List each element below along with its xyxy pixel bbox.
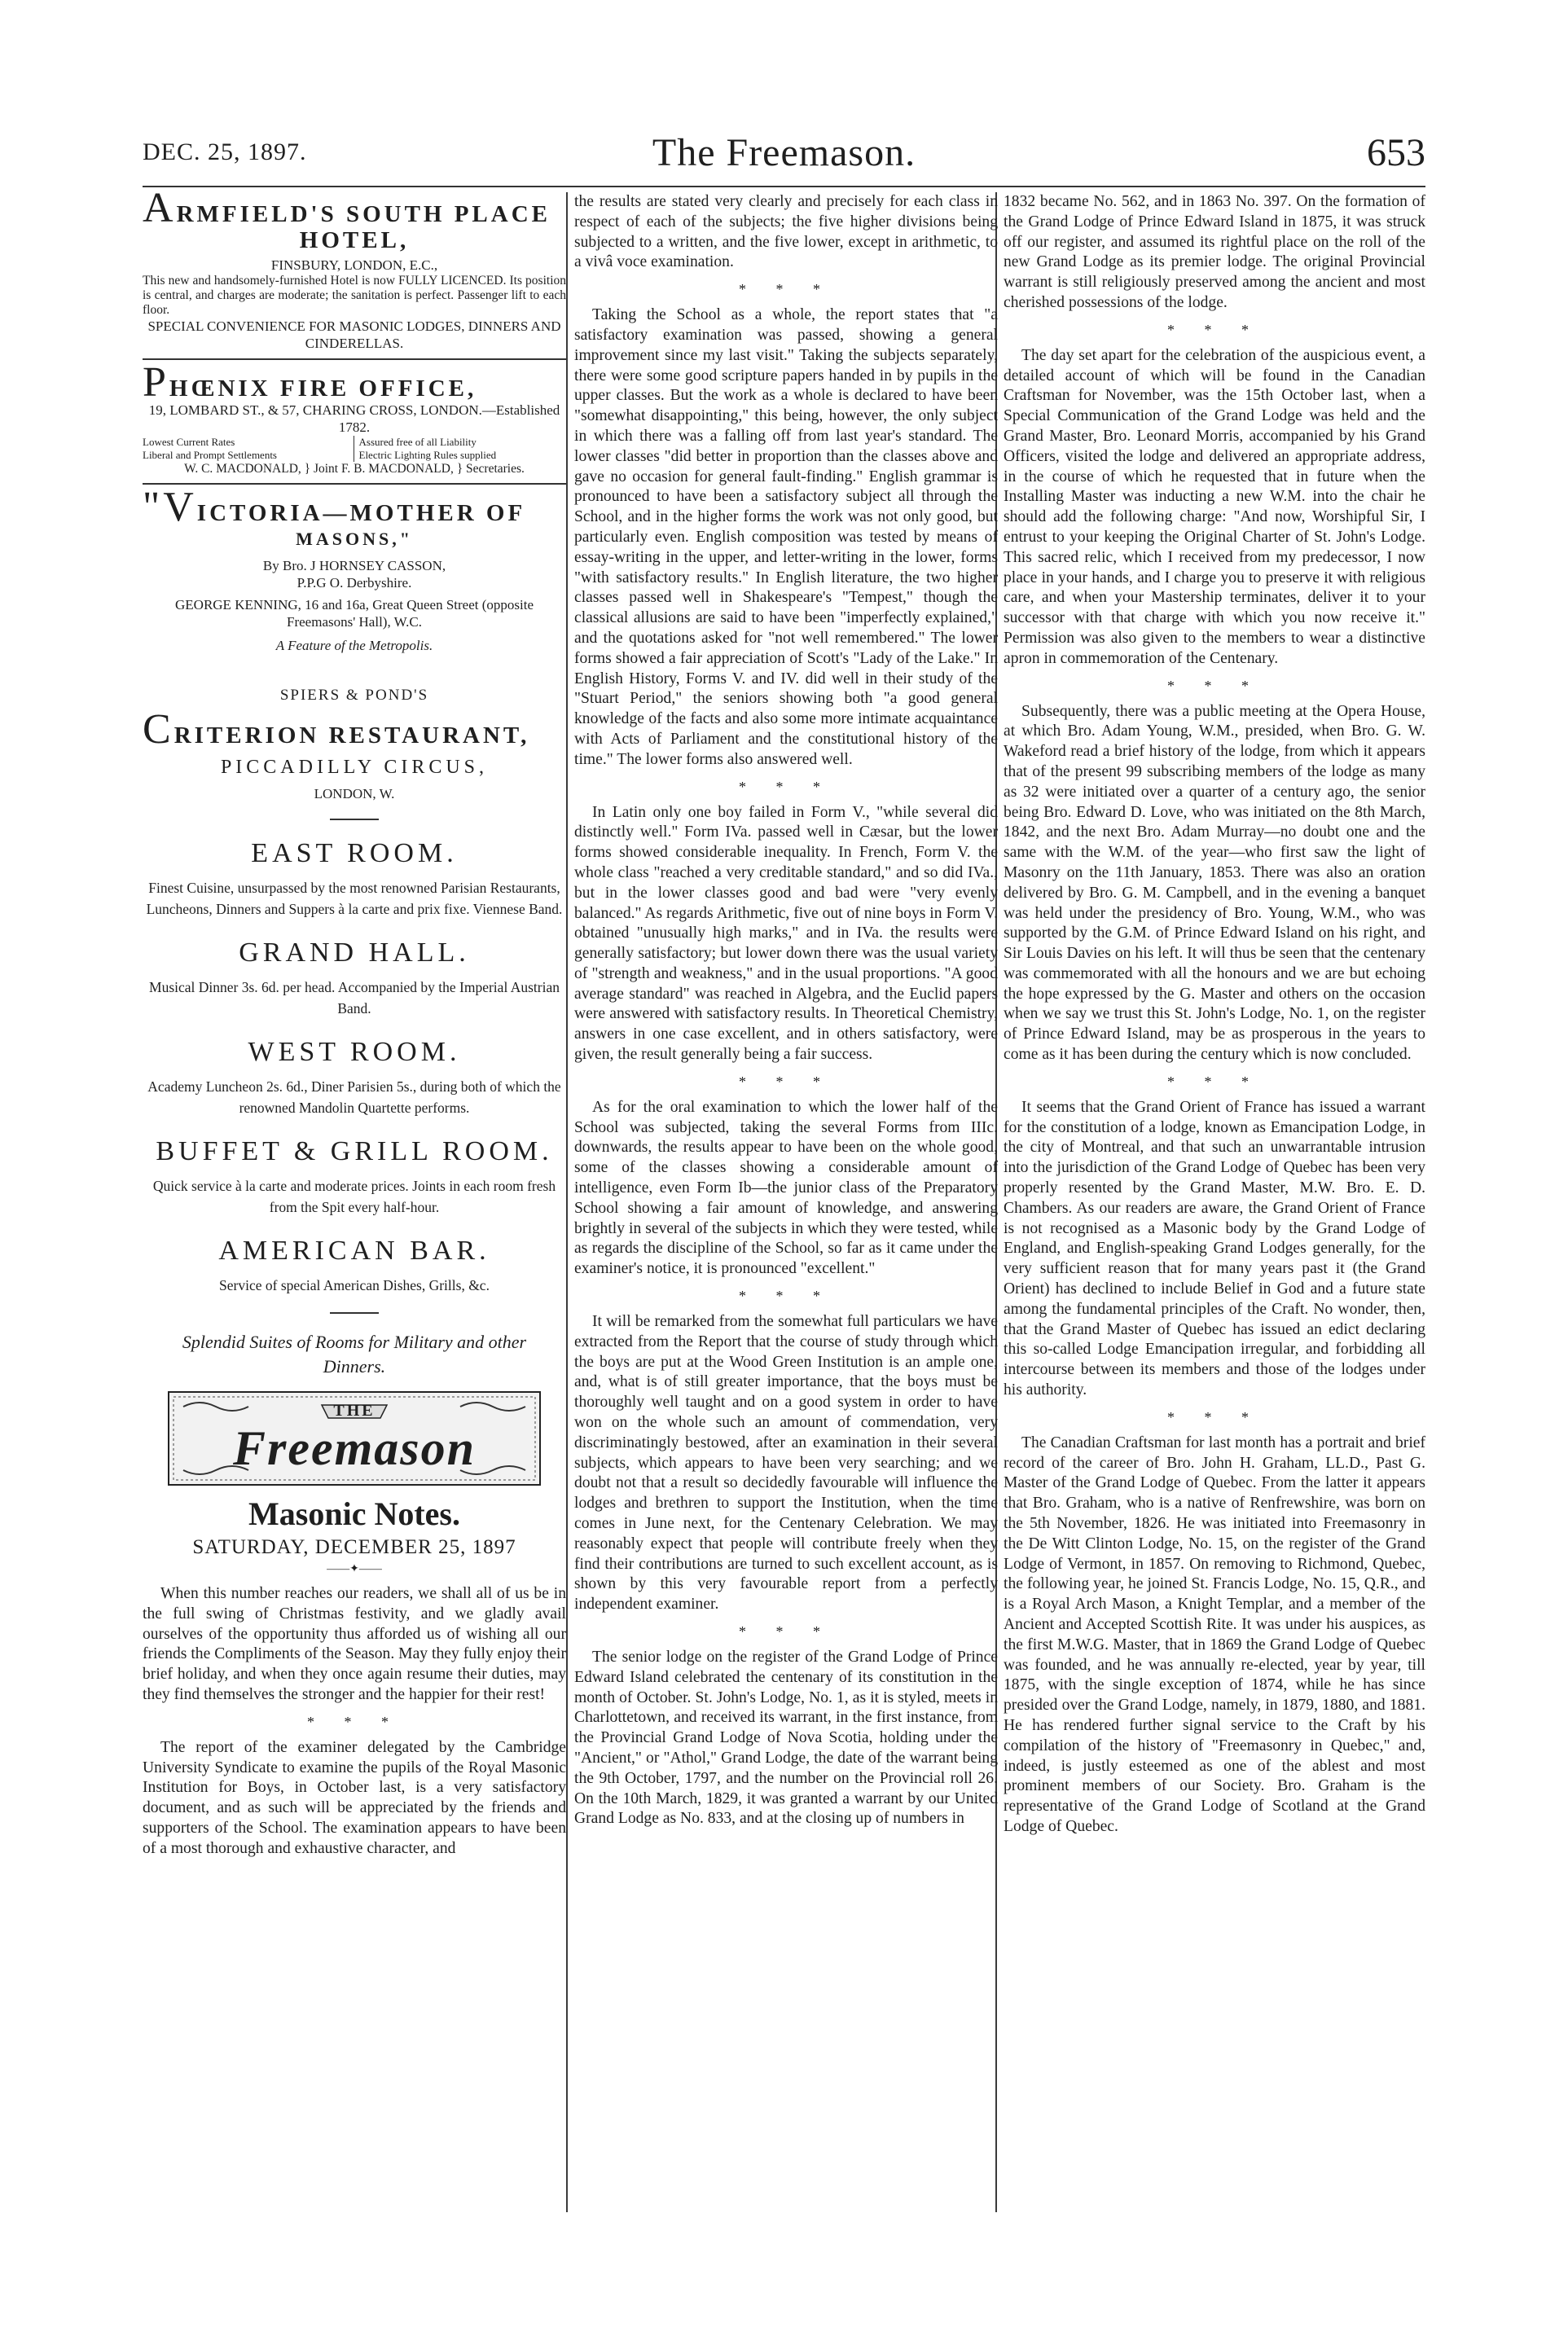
section-title: Masonic Notes. — [248, 1495, 460, 1532]
criterion-rule — [330, 1312, 379, 1314]
armfield-title — [143, 185, 566, 231]
article-paragraph: Taking the School as a whole, the report states that "a satisfactory examination was passed, showing a general improvement since my last visit." Taking the subjects separately, there were some good scripture papers handed in by pupils in the upper classes. But the work as a whole is declared to have been "somewhat disappointing," this being, however, the only subject in which there was a falling off from last year's standard. The lower classes "did better in proportion than the classes above and gave no occasion for general fault-finding." English grammar is pronounced to have been a satisfactory subject all through the School, and in the higher forms the work was not only good, but particularly even. English composition was tested by means of essay-writing in the upper, and letter-writing in the lower, forms "with satisfactory results." In English literature, the two higher classes passed well in Shakespeare's "Tempest," though the classical allusions are said to have been "imperfectly explained," and the quotations asked for "not well remembered." The lower forms showed a fair appreciation of Scott's "Lady of the Lake." In English History, Forms V. and IV. did well in their study of the "Stuart Period," the seniors showing both "a good general knowledge of the facts and also some more intimate acquaintance with Acts of Parliament and the constitutional history of the time." The lower forms also answered well. — [574, 306, 998, 768]
victoria-title — [143, 484, 566, 530]
phoenix-term-right2: Electric Lighting Rules supplied — [358, 449, 497, 461]
article-paragraph: It will be remarked from the somewhat full particulars we have extracted from the Report that the course of study through which the boys are put at the Wood Green Institution is an ample one, and, what is of still greater importance, that the boys must be thoroughly well taught and on a good system in order to have won on the whole such an amount of commendation, very discriminatingly bestowed, after an examination in their several subjects, which appears to have been very searching; and we doubt not that a result so decidedly favourable will influence the lodges and brethren to support the Institution, when the time comes in June next, for the Centenary Celebration. We may reasonably expect that people will contribute freely when they find their contributions are turned to such excellent account, as is shown by this very favourable report from a perfectly independent examiner. — [574, 1313, 998, 1614]
column-3 — [1004, 192, 1425, 1846]
criterion-rule — [330, 819, 379, 820]
banner-title: Freemason — [232, 1421, 477, 1475]
column-2 — [574, 192, 998, 1838]
victoria-rank: P.P.G O. Derbyshire. — [296, 575, 412, 591]
page-header — [143, 130, 1425, 179]
criterion-title-rest: RITERION RESTAURANT, — [173, 722, 530, 749]
phoenix-address: 19, LOMBARD ST., & 57, CHARING CROSS, LONDON.—Established 1782. — [148, 402, 560, 435]
armfield-title-line2: HOTEL, — [299, 227, 410, 253]
article-paragraph: Subsequently, there was a public meeting at the Opera House, at which Bro. Adam Young, W.M., presided, when Bro. G. W. Wakeford read a brief history of the lodge, from which it appears that of the present 99 subscribing members of the lodge as many as 32 were initiated over a quarter of a century ago, the senior being Bro. Edward D. Love, who was initiated on the 8th March, 1842, and the next Bro. Adam Murray—no doubt one and the same with the W.M. of the year—who first saw the light of Masonry on the 11th January, 1853. There was also an oration delivered by Bro. G. M. Campbell, and in the evening a banquet was held under the presidency of Bro. Young, W.M., who was supported by the G.M. of Prince Edward Island on his right, and Sir Louis Davies on his left. It will thus be seen that the centenary was commemorated with all the honours and we are but echoing the hope expressed by the G. Master and others on the occasion when we say we trust this St. John's Lodge, No. 1, on the register of Prince Edward Island, may be as prosperous in the years to come as it has been during the century which is now concluded. — [1004, 702, 1425, 1064]
section-stars: * * * — [739, 1073, 833, 1090]
article-paragraph: the results are stated very clearly and precisely for each class in respect of each of the subjects; the five higher divisions being subjected to a written, and the five lower, except in arithmetic, to a vivâ voce examination. — [574, 193, 998, 271]
phoenix-title-rest: HŒNIX FIRE OFFICE, — [169, 375, 477, 402]
victoria-author: By Bro. J HORNSEY CASSON, — [262, 558, 446, 573]
banner-small-text: THE — [333, 1402, 376, 1420]
metropolis-tagline: A Feature of the Metropolis. — [275, 638, 433, 653]
criterion-owners: SPIERS & POND'S — [279, 687, 429, 704]
victoria-title-line2: MASONS," — [296, 529, 413, 549]
section-stars: * * * — [1167, 677, 1262, 694]
page-number: 653 — [1367, 131, 1425, 174]
article-paragraph: The day set apart for the celebration of the auspicious event, a detailed account of which will be found in the Canadian Craftsman for November, was the 15th October last, when a Special Communication of the Grand Lodge was held and the Grand Master, Bro. Leonard Morris, accompanied by his Grand Officers, visited the lodge and delivered an appropriate address, in the course of which he requested that in future when the Installing Master was inducting a new W.M. into the chair he should add the following charge: "And now, Worshipful Sir, I entrust to your keeping the Original Charter of St. John's Lodge. This sacred relic, which I received from my predecessor, I now place in your hands, and I charge you to preserve it with religious care, and when your Mastership terminates, deliver it to your successor with that charge with which you now receive it." Permission was also given to the members to wear a distinctive apron in commemoration of the Centenary. — [1004, 346, 1425, 667]
phoenix-term-left2: Liberal and Prompt Settlements — [143, 449, 277, 461]
section-stars: * * * — [1167, 1408, 1262, 1425]
ad-phoenix — [143, 359, 566, 476]
armfield-title-cap: A — [143, 185, 177, 231]
section-date: SATURDAY, DECEMBER 25, 1897 — [192, 1536, 516, 1558]
criterion-title-cap: C — [143, 706, 174, 753]
section-stars: * * * — [739, 778, 833, 795]
article-paragraph: The report of the examiner delegated by the Cambridge University Syndicate to examine the pupils of the Royal Masonic Institution for Boys, in October last, is a very satisfactory document, and as such will be appreciated by the friends and supporters of the School. The examination appears to have been of a most thorough and exhaustive character, and — [143, 1738, 566, 1857]
armfield-title-rest: RMFIELD'S SOUTH PLACE — [176, 201, 551, 227]
room-name: AMERICAN BAR. — [218, 1236, 490, 1266]
masthead-title: The Freemason. — [652, 131, 916, 174]
room-description: Service of special American Dishes, Grills, &c. — [219, 1277, 490, 1293]
criterion-title — [143, 706, 566, 753]
criterion-city: LONDON, W. — [314, 786, 395, 801]
article-paragraph: The senior lodge on the register of the Grand Lodge of Prince Edward Island celebrated the centenary of its constitution in the month of October. St. John's Lodge, No. 1, as it is styled, meets in Charlottetown, and received its warrant, in the first instance, from the Provincial Grand Lodge of Nova Scotia, holding under the "Ancient," or "Athol," Grand Lodge, the date of the warrant being the 9th October, 1797, and the number on the Provincial roll 26. On the 10th March, 1829, it was granted a warrant by our United Grand Lodge as No. 833, and at the closing up of numbers in — [574, 1649, 998, 1828]
section-stars: * * * — [739, 1288, 833, 1305]
article-paragraph: 1832 became No. 562, and in 1863 No. 397. On the formation of the Grand Lodge of Prince Edward Island in 1875, it was struck off our register, and assumed its rightful place on the roll of the new Grand Lodge as its premier lodge. The original Provincial warrant is still religiously preserved among the ancient and most cherished possessions of the lodge. — [1004, 193, 1425, 311]
armfield-address: FINSBURY, LONDON, E.C., — [270, 257, 438, 273]
section-stars: * * * — [739, 281, 833, 298]
article-paragraph: When this number reaches our readers, we shall all of us be in the full swing of Christmas festivity, and we gladly avail ourselves of the opportunity thus afforded us of wishing all our friends the Compliments of the Season. May they fully enjoy their brief holiday, and when they once again resume their duties, may they find themselves the stronger and the happier for their rest! — [143, 1585, 566, 1703]
phoenix-term-right1: Assured free of all Liability — [358, 436, 477, 448]
victoria-title-cap: "V — [143, 484, 197, 530]
article-paragraph: The Canadian Craftsman for last month has a portrait and brief record of the career of Bro. John H. Graham, LL.D., Past G. Master of the Grand Lodge of Quebec. From the latter it appears that Bro. Graham, who is a native of Renfrewshire, was born on the 5th November, 1826. He was initiated into Freemasonry in the De Witt Clinton Lodge, No. 15, on the register of the Grand Lodge of Vermont, in 1857. On removing to Richmond, Quebec, the following year, he joined St. Francis Lodge, No. 15, Q.R., and is a Royal Arch Mason, a Knight Templar, and a member of the Ancient and Accepted Scottish Rite. It was under his auspices, as the first M.W.G. Master, that in 1869 the Grand Lodge of Quebec was founded, and he was annually re-elected, year by year, till 1875, with the single exception of 1874, while he has since presided over the Grand Lodge, namely, in 1879, 1880, and 1881. He has rendered further signal service to the Craft by his compilation of the history of "Freemasonry in Quebec," and, indeed, is justly esteemed as one of the ablest and most prominent members of our Society. Bro. Graham is the representative of the Grand Lodge of Scotland at the Grand Lodge of Quebec. — [1004, 1434, 1425, 1835]
section-stars: * * * — [1167, 321, 1262, 338]
article-paragraph: In Latin only one boy failed in Form V., "while several did distinctly well." Form IVa. passed well in Cæsar, but the lower forms showed considerable inequality. In French, Form V. the whole class "reached a very creditable standard," and so did IVa., but in the lower classes good and bad were "very evenly balanced." As regards Arithmetic, five out of nine boys in Form V. obtained "unusually high marks," and in IVa. the results were generally satisfactory; but lower down there was the usual variety of "strength and weakness," and in the usual proportions. "A good average standard" was reached in Algebra, and the Euclid papers were answered with satisfactory results. In Theoretical Chemistry, answers in one case excellent, and in others satisfactory, were given, the result generally being a fair success. — [574, 803, 998, 1064]
section-stars: * * * — [307, 1713, 402, 1730]
freemason-banner — [167, 1390, 542, 1486]
criterion-location: PICCADILLY CIRCUS, — [220, 757, 489, 778]
room-name: EAST ROOM. — [251, 838, 458, 868]
armfield-special: SPECIAL CONVENIENCE FOR MASONIC LODGES, DINNERS AND CINDERELLAS. — [147, 318, 561, 351]
issue-date: DEC. 25, 1897. — [143, 138, 307, 165]
ad-armfield — [143, 185, 566, 352]
phoenix-terms — [143, 436, 566, 462]
room-name: BUFFET & GRILL ROOM. — [156, 1136, 553, 1166]
criterion-suites: Splendid Suites of Rooms for Military and other Dinners. — [182, 1332, 527, 1377]
dash-ornament: ——✦—— — [327, 1563, 382, 1575]
ad-rule — [143, 483, 566, 485]
header-rule — [143, 186, 1425, 187]
room-description: Musical Dinner 3s. 6d. per head. Accompanied by the Imperial Austrian Band. — [149, 979, 560, 1017]
armfield-body: This new and handsomely-furnished Hotel is now FULLY LICENCED. Its position is central, and charges are moderate; the sanitation is perfect. Passenger lift to each floor. — [143, 274, 566, 317]
section-stars: * * * — [1167, 1073, 1262, 1090]
room-description: Finest Cuisine, unsurpassed by the most renowned Parisian Restaurants, Luncheons, Dinners and Suppers à la carte and prix fixe. Viennese Band. — [146, 880, 563, 917]
column-divider-1 — [566, 192, 568, 2212]
ad-criterion — [143, 687, 566, 1379]
room-name: GRAND HALL. — [239, 937, 470, 968]
phoenix-title — [143, 359, 566, 406]
room-name: WEST ROOM. — [248, 1037, 461, 1067]
victoria-publisher: GEORGE KENNING, 16 and 16a, Great Queen Street (opposite Freemasons' Hall), W.C. — [175, 597, 534, 630]
column-1 — [143, 185, 566, 1868]
room-description: Academy Luncheon 2s. 6d., Diner Parisien 5s., during both of which the renowned Mandolin Quartette performs. — [147, 1078, 561, 1116]
section-stars: * * * — [739, 1623, 833, 1640]
phoenix-secretaries: W. C. MACDONALD, } Joint F. B. MACDONALD, } Secretaries. — [184, 462, 525, 476]
room-description: Quick service à la carte and moderate prices. Joints in each room fresh from the Spit every half-hour. — [152, 1178, 556, 1215]
victoria-title-rest: ICTORIA—MOTHER OF — [196, 500, 526, 526]
article-paragraph: As for the oral examination to which the lower half of the School was subjected, taking the several Forms from IIIc. downwards, the results appear to have been on the whole good, some of the classes showing a considerable amount of intelligence, even Form Ib—the junior class of the Preparatory School showing a fair amount of knowledge, and answering brightly in several of the subjects in which they were tested, while as regards the discipline of the School, so far as it came under the examiner's notice, it is pronounced "excellent." — [574, 1098, 998, 1278]
ad-victoria — [143, 484, 566, 630]
phoenix-term-left1: Lowest Current Rates — [143, 436, 235, 448]
phoenix-title-cap: P — [143, 359, 169, 406]
article-paragraph: It seems that the Grand Orient of France has issued a warrant for the constitution of a lodge, known as Emancipation Lodge, in the city of Montreal, and that such an unwarrantable intrusion into the jurisdiction of the Grand Lodge of Quebec has been very properly resented by the Grand Master, M.W. Bro. E. D. Chambers. As our readers are aware, the Grand Orient of France is not recognised as a Masonic body by the Grand Lodge of England, and English-speaking Grand Lodges generally, for the very sufficient reason that for many years past it (the Grand Orient) has declined to include Belief in God and a future state among the fundamental principles of the Craft. No wonder, then, that the Grand Master of Quebec has issued an edict declaring this so-called Lodge Emancipation irregular, and forbidding all intercourse between its members and those of the lodges under his authority. — [1004, 1098, 1425, 1399]
ad-rule — [143, 358, 566, 360]
